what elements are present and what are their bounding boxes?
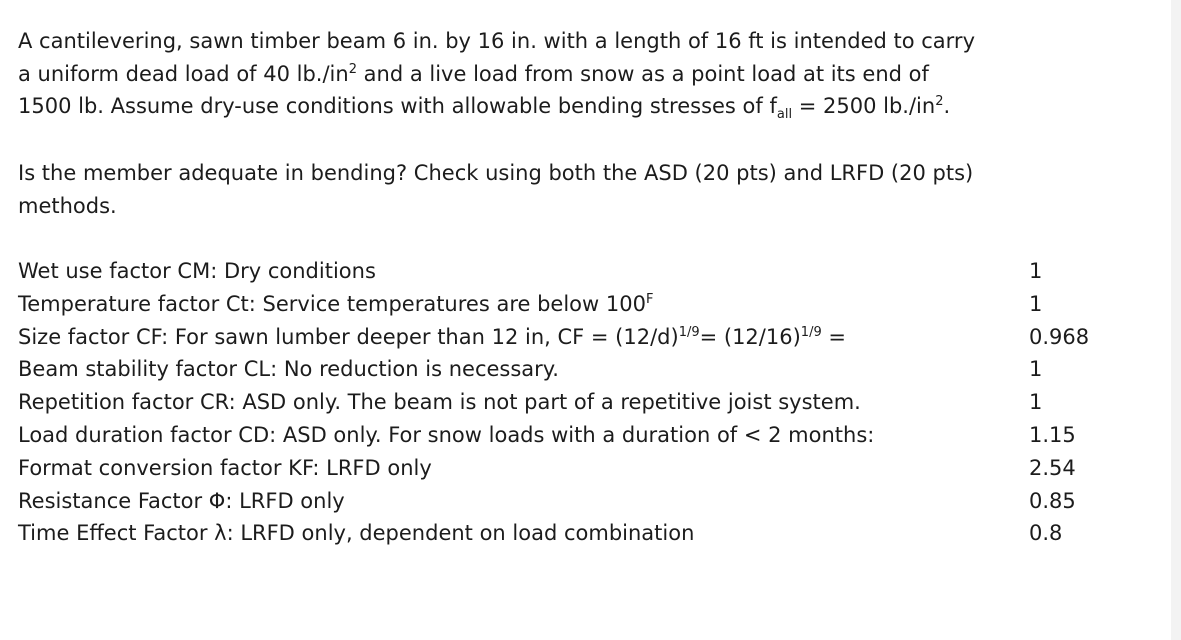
factor-value: 0.85 — [1029, 488, 1076, 513]
factor-description: Repetition factor CR: ASD only. The beam is not part of a repetitive joist system. — [18, 390, 861, 415]
factor-row-load-duration — [18, 419, 1138, 452]
factor-value: 1 — [1029, 291, 1043, 316]
factor-description: Time Effect Factor λ: LRFD only, dependent on load combination — [18, 521, 695, 546]
factor-description: Format conversion factor KF: LRFD only — [18, 455, 432, 480]
factor-row-beam-stability — [18, 353, 1138, 386]
problem-line-3: 1500 lb. Assume dry-use conditions with allowable bending stresses of $f_{all} = 2500$ $lb./in^2$. — [18, 94, 951, 123]
problem-statement — [18, 25, 1138, 123]
factor-value: 1 — [1029, 390, 1043, 415]
factor-row-size — [18, 321, 1138, 354]
factor-description: Resistance Factor Φ: LRFD only — [18, 488, 345, 513]
factor-value: 0.8 — [1029, 521, 1063, 546]
problem-line-2: a uniform dead load of 40 $lb./in^2$ and a live load from snow as a point load at its end of — [18, 61, 929, 86]
factor-value: 0.968 — [1029, 324, 1090, 349]
factor-row-wet-use — [18, 255, 1138, 288]
problem-line-1: A cantilevering, sawn timber beam 6 in. by 16 in. with a length of 16 ft is intended to carry — [18, 29, 975, 53]
factor-description: Beam stability factor CL: No reduction is necessary. — [18, 357, 559, 382]
factor-row-repetition — [18, 386, 1138, 419]
factor-description: Size factor CF: For sawn lumber deeper than 12 in, CF = $(12/d)^{1/9}= (12/16)^{1/9}$ = — [18, 324, 846, 349]
factor-row-temperature — [18, 288, 1138, 321]
right-edge-strip — [1171, 0, 1181, 640]
factor-value: 1 — [1029, 259, 1043, 283]
factor-row-time-effect — [18, 517, 1138, 550]
question-line-1: Is the member adequate in bending? Check using both the ASD (20 pts) and LRFD (20 pts) — [18, 161, 974, 185]
factor-description: Temperature factor Ct: Service temperatures are below $100^F$ — [18, 291, 654, 316]
factor-value: 1.15 — [1029, 422, 1076, 447]
factor-value: 2.54 — [1029, 455, 1076, 480]
factor-description: Wet use factor CM: Dry conditions — [18, 259, 376, 283]
factor-value: 1 — [1029, 357, 1043, 382]
factor-description: Load duration factor CD: ASD only. For snow loads with a duration of < 2 months: — [18, 422, 875, 447]
factor-row-resistance — [18, 485, 1138, 518]
factor-row-format-conversion — [18, 452, 1138, 485]
factor-list — [18, 255, 1138, 550]
question — [18, 157, 1138, 222]
question-line-2: methods. — [18, 193, 117, 218]
